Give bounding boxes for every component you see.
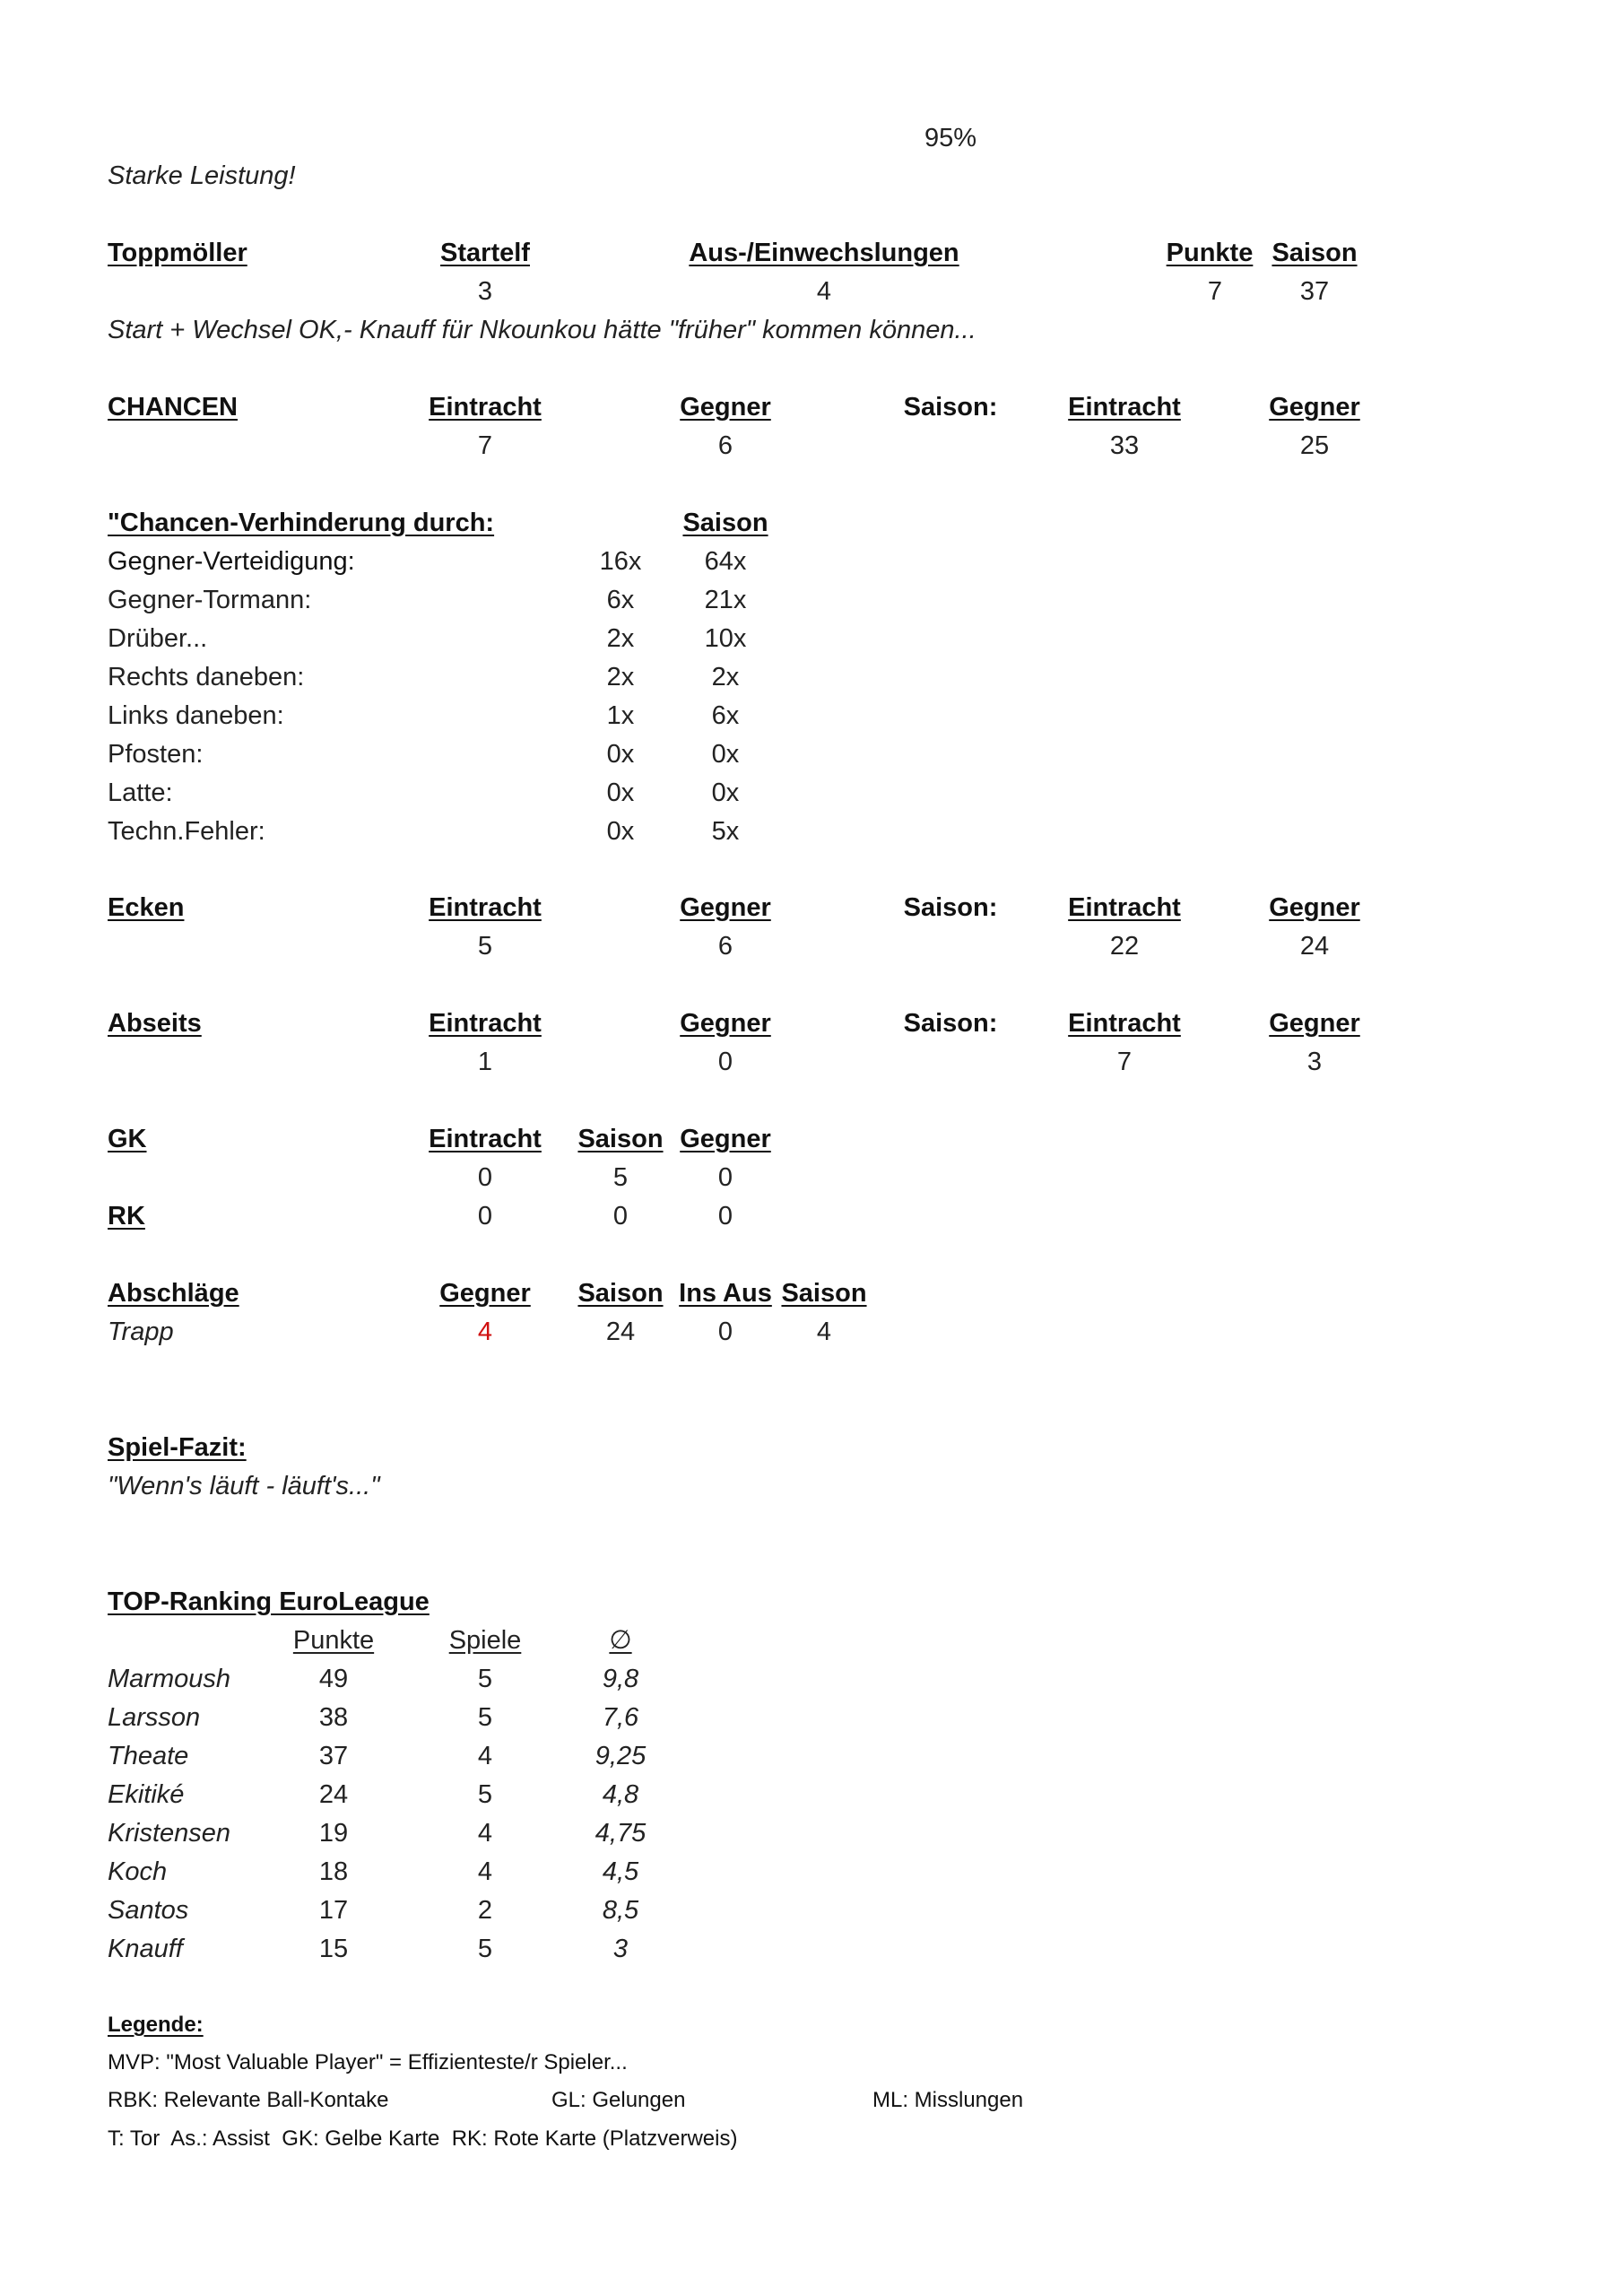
ecken-saison-gegner-value: 24 [1299,932,1330,961]
trainer-label: Toppmöller [108,239,247,267]
ranking-row-spiele: 4 [477,1742,493,1770]
ranking-row-avg: 9,8 [602,1665,639,1693]
ranking-avg-header: ∅ [609,1626,632,1655]
ranking-row-name: Santos [108,1896,189,1925]
verhinderung-row-label: Pfosten: [108,740,204,769]
ranking-row-avg: 3 [612,1935,629,1963]
punkte-header: Punkte [1166,239,1254,267]
trainer-comment: Start + Wechsel OK,- Knauff für Nkounkou hätte "früher" kommen können... [108,316,976,344]
verhinderung-row-game: 2x [606,663,635,691]
chancen-saison-eintracht-header: Eintracht [1068,393,1181,422]
chancen-saison-eintracht-value: 33 [1109,431,1140,460]
ranking-row-punkte: 24 [318,1780,349,1809]
verhinderung-label: "Chancen-Verhinderung durch: [108,509,495,537]
verhinderung-row-label: Techn.Fehler: [108,817,265,846]
abschlaege-gegner-header: Gegner [439,1279,531,1308]
ranking-row-avg: 7,6 [602,1703,639,1732]
verhinderung-row-season: 64x [704,547,747,576]
legende-mvp: MVP: "Most Valuable Player" = Effizienteste/r Spieler... [108,2050,628,2074]
ranking-row-name: Knauff [108,1935,183,1963]
verhinderung-saison-header: Saison [682,509,768,537]
gk-eintracht-value: 0 [477,1163,493,1192]
chancen-eintracht-value: 7 [477,431,493,460]
chancen-gegner-header: Gegner [680,393,771,422]
ecken-saison-eintracht-header: Eintracht [1068,893,1181,922]
ranking-row-punkte: 38 [318,1703,349,1732]
ranking-row-name: Larsson [108,1703,201,1732]
chancen-saison-label: Saison: [903,393,998,422]
ranking-row-spiele: 5 [477,1935,493,1963]
karten-saison-header: Saison [577,1125,664,1153]
rk-label: RK [108,1202,145,1231]
ecken-gegner-value: 6 [717,932,733,961]
ranking-row-punkte: 49 [318,1665,349,1693]
ranking-row-punkte: 19 [318,1819,349,1848]
saison-header: Saison [1271,239,1358,267]
punkte-value: 7 [1207,277,1223,306]
ecken-eintracht-header: Eintracht [429,893,542,922]
percent-value: 95% [924,124,977,152]
abseits-saison-eintracht-value: 7 [1116,1048,1133,1076]
ranking-row-avg: 4,8 [602,1780,639,1809]
abschlaege-saison-header: Saison [577,1279,664,1308]
abschlaege-insaus-header: Ins Aus [679,1279,772,1308]
chancen-eintracht-header: Eintracht [429,393,542,422]
ranking-row-spiele: 5 [477,1665,493,1693]
gk-saison-value: 5 [612,1163,629,1192]
verhinderung-row-label: Gegner-Verteidigung: [108,547,355,576]
verhinderung-row-season: 2x [711,663,740,691]
verhinderung-row-season: 0x [711,778,740,807]
verhinderung-row-game: 0x [606,817,635,846]
ecken-gegner-header: Gegner [680,893,771,922]
verhinderung-row-season: 0x [711,740,740,769]
abseits-saison-gegner-header: Gegner [1269,1009,1360,1038]
abseits-gegner-header: Gegner [680,1009,771,1038]
abschlaege-saison2-header: Saison [781,1279,867,1308]
ranking-title: TOP-Ranking EuroLeague [108,1587,430,1616]
karten-gegner-header: Gegner [680,1125,771,1153]
abseits-gegner-value: 0 [717,1048,733,1076]
ranking-row-punkte: 15 [318,1935,349,1963]
chancen-label: CHANCEN [108,393,238,422]
chancen-saison-gegner-value: 25 [1299,431,1330,460]
verhinderung-row-label: Rechts daneben: [108,663,305,691]
ranking-row-spiele: 2 [477,1896,493,1925]
ecken-eintracht-value: 5 [477,932,493,961]
saison-value: 37 [1299,277,1330,306]
ranking-spiele-header: Spiele [448,1626,522,1655]
ranking-row-spiele: 4 [477,1819,493,1848]
fazit-text: "Wenn's läuft - läuft's..." [108,1472,380,1500]
ecken-saison-eintracht-value: 22 [1109,932,1140,961]
ranking-row-name: Koch [108,1857,168,1886]
karten-eintracht-header: Eintracht [429,1125,542,1153]
abschlaege-player: Trapp [108,1318,174,1346]
legende-ml: ML: Misslungen [872,2088,1024,2112]
abschlaege-saison2-value: 4 [816,1318,832,1346]
verhinderung-row-game: 16x [599,547,642,576]
ranking-row-name: Kristensen [108,1819,231,1848]
ranking-row-name: Marmoush [108,1665,230,1693]
legende-rbk: RBK: Relevante Ball-Kontake [108,2088,389,2112]
abschlaege-saison-value: 24 [605,1318,636,1346]
ecken-saison-label: Saison: [903,893,998,922]
ranking-row-name: Theate [108,1742,189,1770]
abseits-eintracht-value: 1 [477,1048,493,1076]
abseits-saison-label: Saison: [903,1009,998,1038]
performance-comment: Starke Leistung! [108,161,296,190]
ecken-label: Ecken [108,893,185,922]
abseits-eintracht-header: Eintracht [429,1009,542,1038]
verhinderung-row-label: Drüber... [108,624,208,653]
verhinderung-row-season: 21x [704,586,747,614]
ranking-row-avg: 4,75 [595,1819,647,1848]
fazit-label: Spiel-Fazit: [108,1433,247,1462]
abschlaege-insaus-value: 0 [717,1318,733,1346]
abseits-saison-eintracht-header: Eintracht [1068,1009,1181,1038]
ranking-row-spiele: 5 [477,1703,493,1732]
legende-title: Legende: [108,2013,204,2037]
rk-saison-value: 0 [612,1202,629,1231]
rk-gegner-value: 0 [717,1202,733,1231]
ranking-row-punkte: 18 [318,1857,349,1886]
verhinderung-row-label: Links daneben: [108,701,284,730]
ranking-row-avg: 8,5 [602,1896,639,1925]
verhinderung-row-game: 0x [606,778,635,807]
ranking-row-punkte: 17 [318,1896,349,1925]
ranking-row-spiele: 4 [477,1857,493,1886]
abschlaege-gegner-value: 4 [477,1318,493,1346]
ranking-row-spiele: 5 [477,1780,493,1809]
ranking-row-name: Ekitiké [108,1780,185,1809]
verhinderung-row-game: 0x [606,740,635,769]
verhinderung-row-label: Latte: [108,778,173,807]
verhinderung-row-game: 2x [606,624,635,653]
verhinderung-row-season: 10x [704,624,747,653]
abseits-label: Abseits [108,1009,202,1038]
abseits-saison-gegner-value: 3 [1306,1048,1323,1076]
startelf-value: 3 [477,277,493,306]
abschlaege-label: Abschläge [108,1279,239,1308]
chancen-gegner-value: 6 [717,431,733,460]
verhinderung-row-game: 1x [606,701,635,730]
verhinderung-row-label: Gegner-Tormann: [108,586,312,614]
ranking-punkte-header: Punkte [292,1626,375,1655]
gk-gegner-value: 0 [717,1163,733,1192]
ranking-row-avg: 4,5 [602,1857,639,1886]
wechsel-value: 4 [816,277,832,306]
legende-codes: T: Tor As.: Assist GK: Gelbe Karte RK: Rote Karte (Platzverweis) [108,2126,738,2151]
verhinderung-row-season: 5x [711,817,740,846]
chancen-saison-gegner-header: Gegner [1269,393,1360,422]
startelf-header: Startelf [440,239,530,267]
verhinderung-row-game: 6x [606,586,635,614]
ecken-saison-gegner-header: Gegner [1269,893,1360,922]
legende-gl: GL: Gelungen [551,2088,686,2112]
gk-label: GK [108,1125,147,1153]
ranking-row-punkte: 37 [318,1742,349,1770]
ranking-row-avg: 9,25 [595,1742,647,1770]
rk-eintracht-value: 0 [477,1202,493,1231]
verhinderung-row-season: 6x [711,701,740,730]
wechsel-header: Aus-/Einwechslungen [689,239,959,267]
